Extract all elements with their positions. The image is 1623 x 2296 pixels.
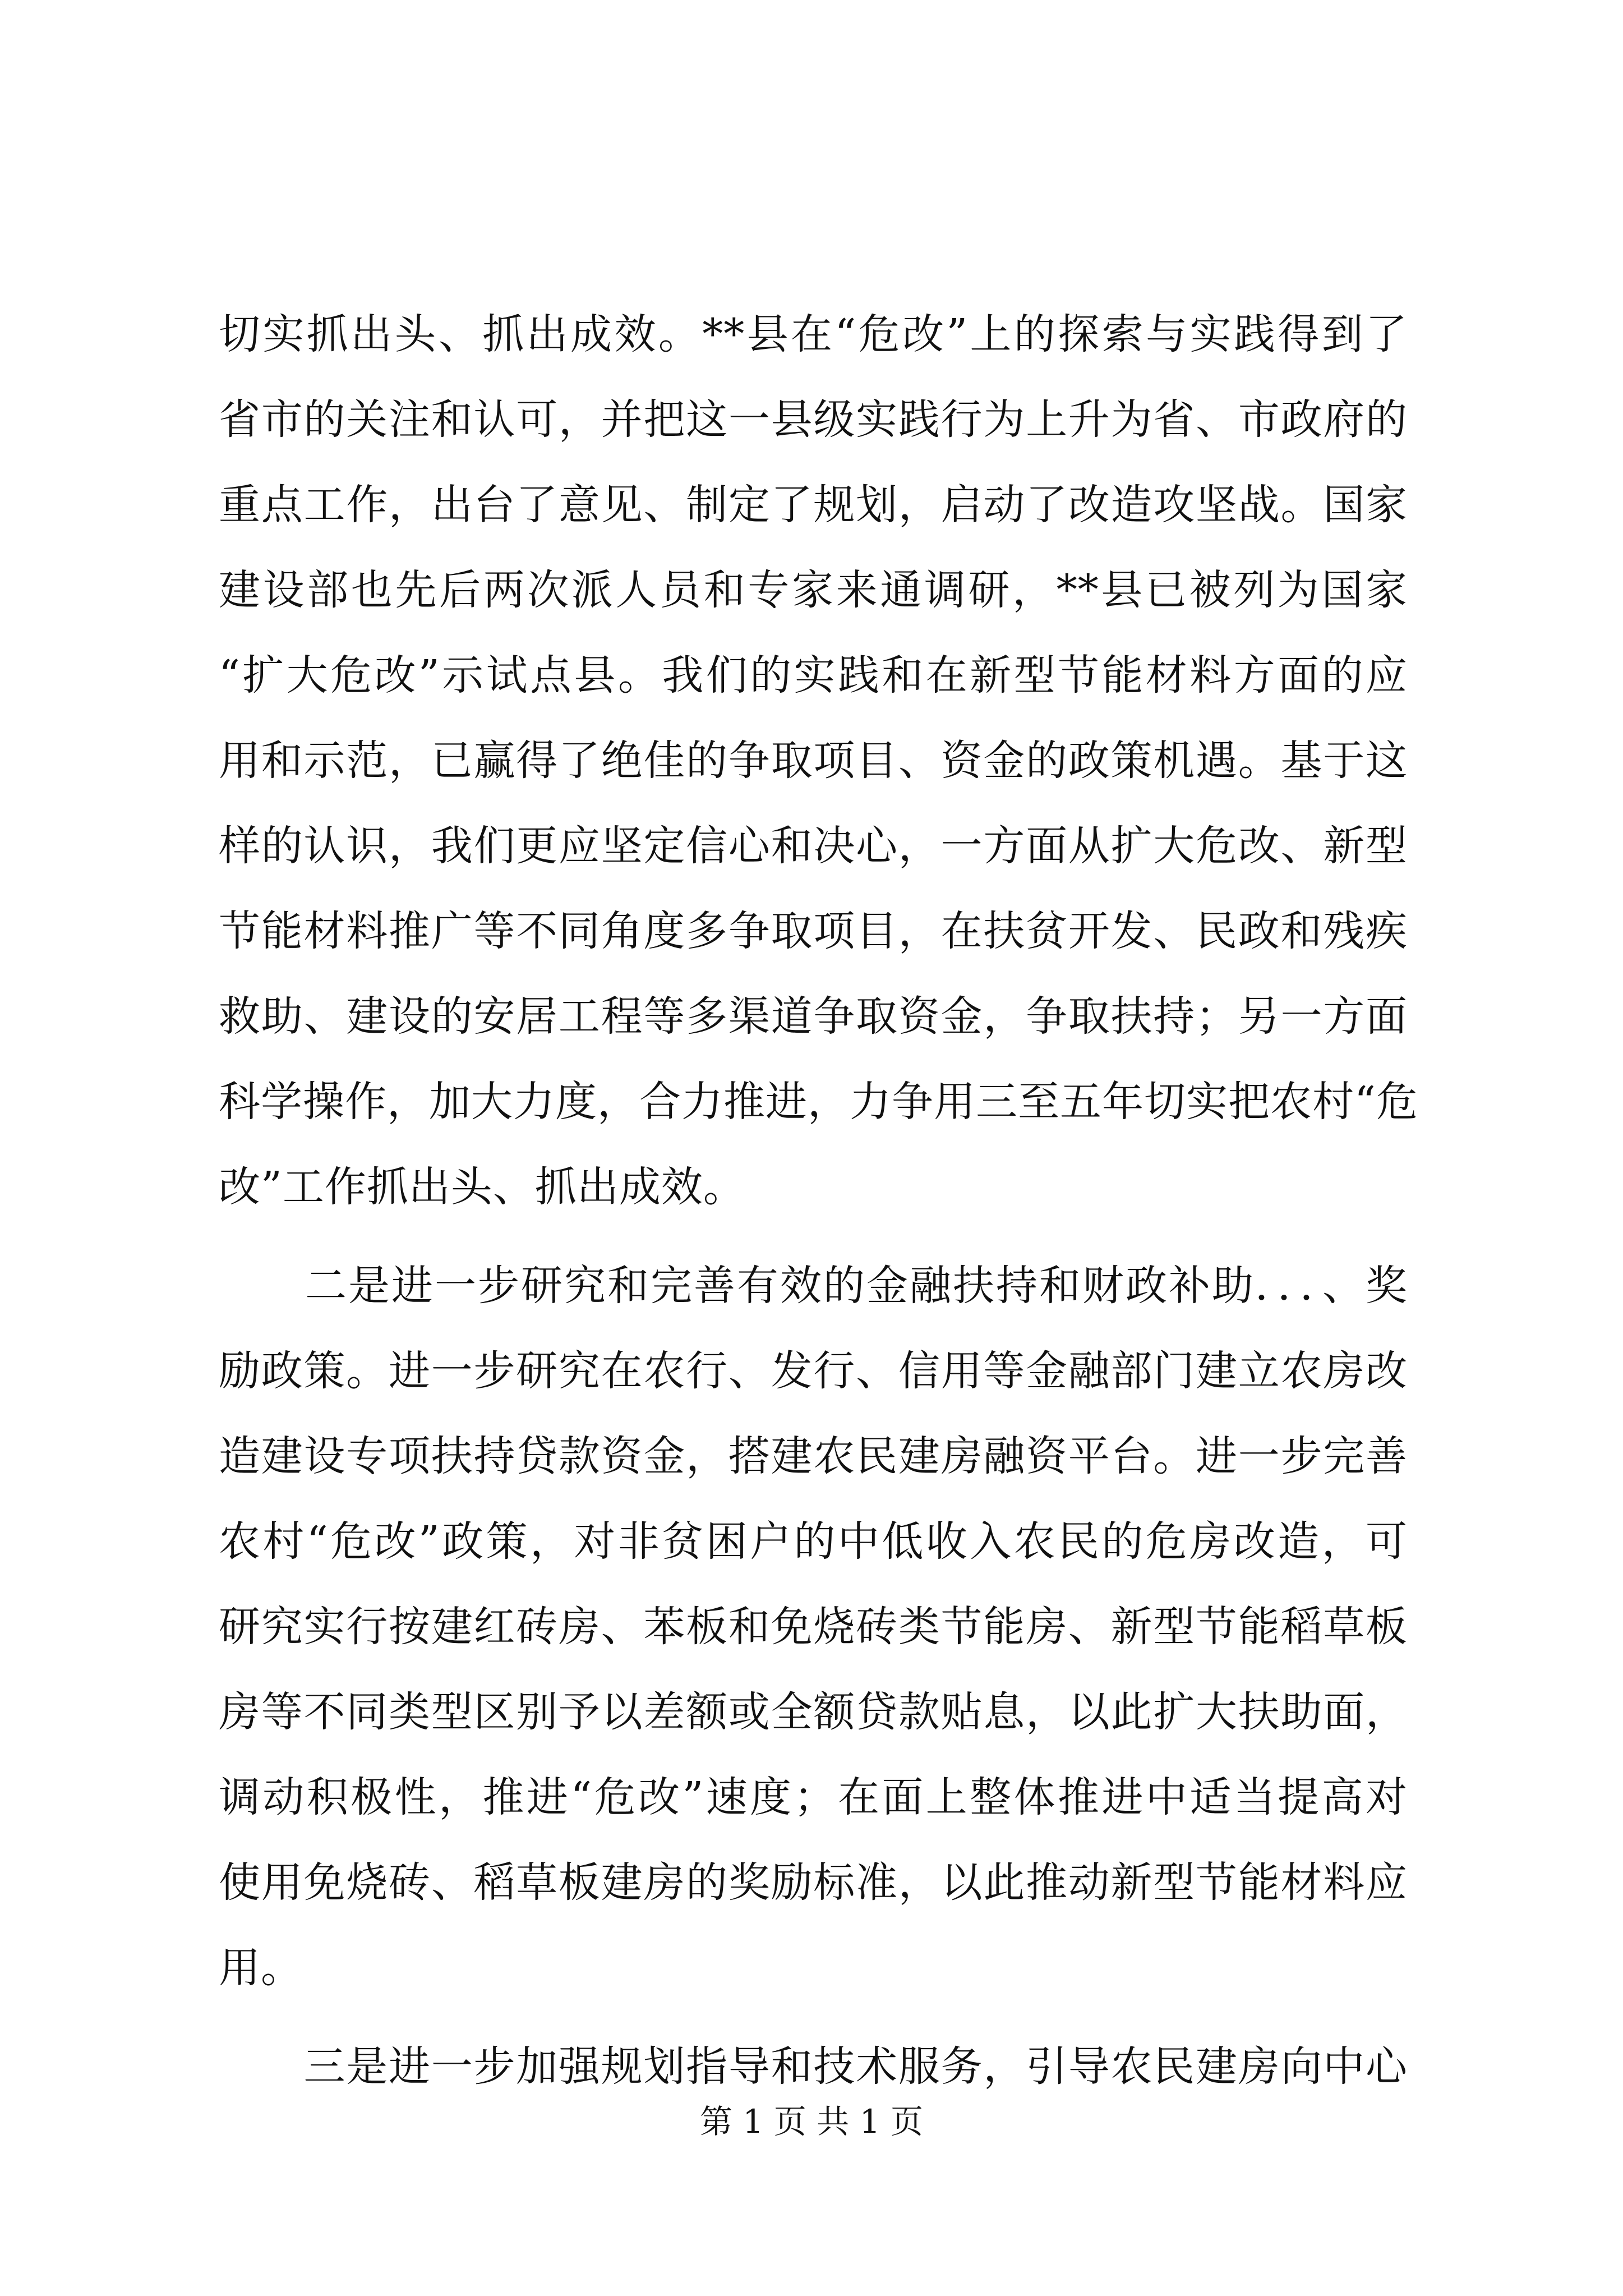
text-line: 二是进一步研究和完善有效的金融扶持和财政补助．．．、奖 [219,1262,1408,1310]
text-line: “扩大危改”示试点县。我们的实践和在新型节能材料方面的应 [219,651,1408,700]
text-line: 省市的关注和认可，并把这一县级实践行为上升为省、市政府的 [219,395,1408,444]
paragraph-2 [219,1243,1408,2010]
page-footer: 第 1 页 共 1 页 [700,2102,923,2141]
document-body [219,292,1418,2109]
text-line: 改”工作抓出头、抓出成效。 [219,1163,745,1211]
text-line: 农村“危改”政策，对非贫困户的中低收入农民的危房改造，可 [219,1517,1408,1566]
text-line: 科学操作，加大力度，合力推进，力争用三至五年切实把农村“危 [219,1078,1418,1126]
text-line: 三是进一步加强规划指导和技术服务，引导农民建房向中心 [219,2042,1408,2091]
text-line: 用和示范，已赢得了绝佳的争取项目、资金的政策机遇。基于这 [219,737,1408,785]
paragraph-1 [219,292,1418,1230]
text-line: 房等不同类型区别予以差额或全额贷款贴息，以此扩大扶助面， [219,1688,1408,1736]
text-line: 建设部也先后两次派人员和专家来通调研，**县已被列为国家 [219,566,1408,614]
text-line: 励政策。进一步研究在农行、发行、信用等金融部门建立农房改 [219,1347,1408,1395]
text-line: 节能材料推广等不同角度多争取项目，在扶贫开发、民政和残疾 [219,907,1408,955]
paragraph-spacer [219,2010,1408,2024]
text-line: 救助、建设的安居工程等多渠道争取资金，争取扶持；另一方面 [219,992,1408,1041]
text-line: 使用免烧砖、稻草板建房的奖励标准，以此推动新型节能材料应 [219,1858,1408,1907]
text-line: 调动积极性，推进“危改”速度；在面上整体推进中适当提高对 [219,1773,1408,1821]
text-line: 造建设专项扶持贷款资金，搭建农民建房融资平台。进一步完善 [219,1432,1408,1480]
paragraph-spacer [219,1230,1408,1243]
text-line: 切实抓出头、抓出成效。**县在“危改”上的探索与实践得到了 [219,310,1408,358]
text-line: 研究实行按建红砖房、苯板和免烧砖类节能房、新型节能稻草板 [219,1603,1408,1651]
text-line: 重点工作，出台了意见、制定了规划，启动了改造攻坚战。国家 [219,481,1408,529]
text-line: 样的认识，我们更应坚定信心和决心，一方面从扩大危改、新型 [219,822,1408,870]
text-line: 用。 [219,1944,303,1992]
paragraph-3 [219,2024,1408,2109]
